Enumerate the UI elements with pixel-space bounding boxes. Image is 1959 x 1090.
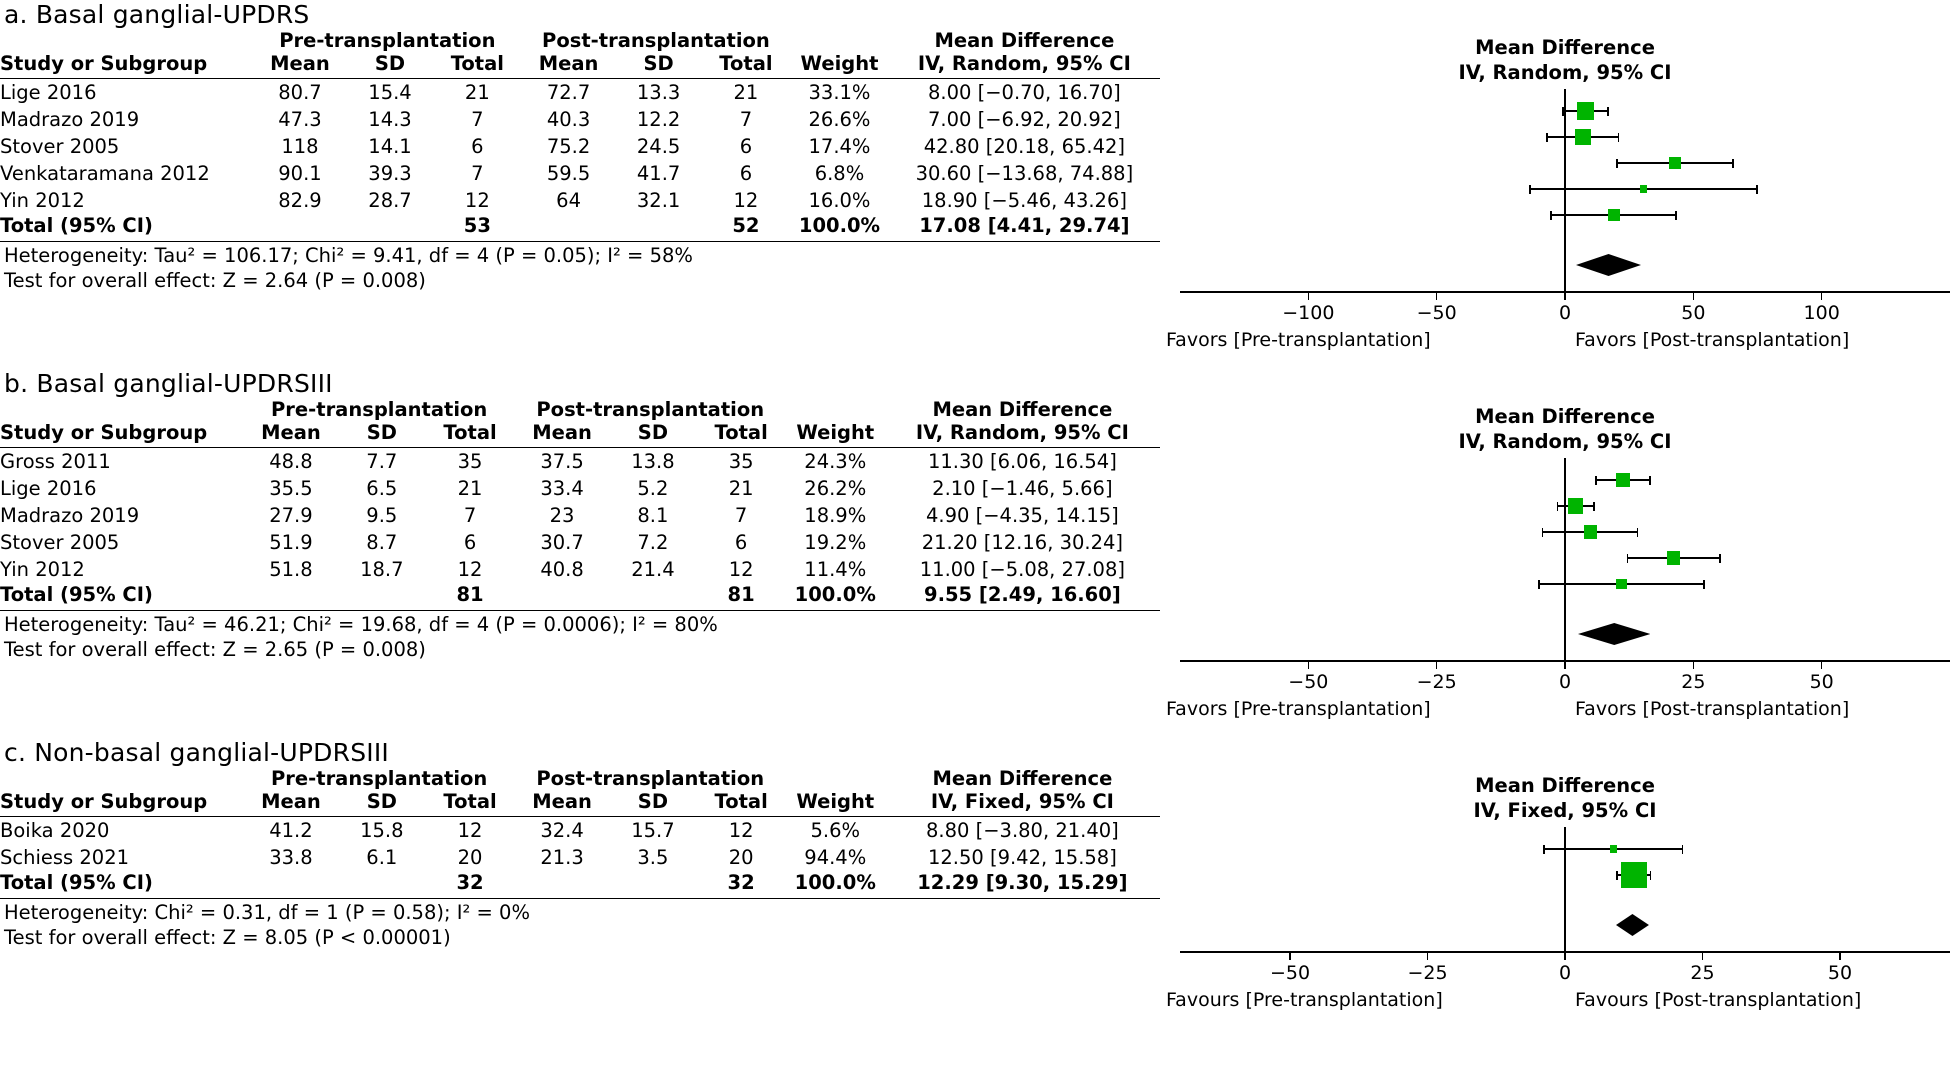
row-total-post: 21 [733,81,759,104]
row-study-name: Yin 2012 [0,189,85,212]
ci-cap [1593,502,1595,511]
ci-cap [1732,159,1734,168]
x-axis-tick [1289,952,1291,960]
effect-marker [1640,185,1648,193]
forest-plot-a [1160,29,1959,369]
row-total-post: 12 [728,558,754,581]
plot-title: Mean Difference [1475,36,1655,59]
total-label: Total (95% CI) [0,583,153,606]
total-post: 81 [727,583,755,606]
row-mean-pre: 118 [281,135,319,158]
col-header-ci: IV, Fixed, 95% CI [930,790,1114,813]
x-axis-tick-label: −50 [1288,671,1329,693]
total-post: 52 [732,214,760,237]
table-total-row [0,214,1160,237]
row-weight: 11.4% [804,558,867,581]
forest-panel-c [0,738,1959,1067]
row-ci: 21.20 [12.16, 30.24] [921,531,1124,554]
x-axis-tick [1436,661,1438,669]
row-sd-post: 8.1 [637,504,669,527]
row-mean-pre: 41.2 [269,819,313,842]
ci-cap [1538,580,1540,589]
group-header-md: Mean Difference [932,398,1113,421]
row-ci: 7.00 [−6.92, 20.92] [927,108,1121,131]
col-header-ci: IV, Random, 95% CI [915,421,1129,444]
row-sd-pre: 14.1 [368,135,412,158]
total-label: Total (95% CI) [0,214,153,237]
plot-subtitle: IV, Fixed, 95% CI [1473,799,1657,822]
row-sd-post: 3.5 [637,846,669,869]
row-weight: 26.6% [808,108,871,131]
ci-cap [1595,476,1597,485]
x-axis-tick [1564,952,1566,960]
row-mean-pre: 51.8 [269,558,313,581]
effect-marker [1610,845,1617,852]
row-sd-pre: 28.7 [368,189,412,212]
row-ci: 12.50 [9.42, 15.58] [927,846,1117,869]
row-sd-post: 32.1 [636,189,681,212]
study-table-a [0,29,1160,369]
group-header-post: Post-transplantation [542,29,770,52]
row-sd-pre: 14.3 [368,108,412,131]
x-axis-tick [1693,661,1695,669]
table-row [0,106,1160,133]
row-total-pre: 6 [471,135,484,158]
row-mean-pre: 35.5 [269,477,313,500]
row-study-name: Gross 2011 [0,450,111,473]
table-group-header-row [0,767,1160,790]
summary-diamond [1616,914,1649,936]
group-header-pre: Pre-transplantation [271,767,488,790]
row-mean-post: 21.3 [540,846,584,869]
row-weight: 6.8% [814,162,865,185]
axis-caption-left: Favors [Pre-transplantation] [1166,329,1431,351]
col-header-weight: Weight [796,790,875,813]
table-row [0,448,1160,476]
table-row [0,529,1160,556]
row-sd-pre: 15.8 [360,819,404,842]
table-row [0,133,1160,160]
row-mean-post: 23 [549,504,575,527]
col-header-sd-pre: SD [366,421,397,444]
effect-marker [1608,209,1620,221]
row-total-post: 12 [728,819,754,842]
x-axis-tick [1821,292,1823,300]
x-axis-tick [1564,292,1566,300]
row-sd-pre: 18.7 [360,558,404,581]
table-total-row [0,583,1160,606]
row-weight: 5.6% [810,819,861,842]
total-pre: 81 [456,583,484,606]
col-header-total-post: Total [714,790,768,813]
table-row [0,817,1160,845]
row-sd-pre: 6.1 [366,846,398,869]
row-total-post: 12 [733,189,759,212]
col-header-study: Study or Subgroup [0,52,208,75]
study-table-c [0,767,1160,1067]
row-weight: 94.4% [804,846,867,869]
ci-cap [1637,528,1639,537]
ci-cap [1542,528,1544,537]
forest-plot-b [1160,398,1959,738]
group-header-pre: Pre-transplantation [279,29,496,52]
effect-marker [1669,157,1682,170]
panel-title-c: c. Non-basal ganglial-UPDRSIII [4,738,389,767]
x-axis-tick-label: 25 [1681,671,1706,693]
row-ci: 4.90 [−4.35, 14.15] [925,504,1119,527]
row-total-pre: 6 [463,531,477,554]
x-axis-tick [1564,661,1566,669]
no-effect-line [1564,458,1566,660]
total-rule [0,894,1160,899]
total-label: Total (95% CI) [0,871,153,894]
ci-cap [1649,476,1651,485]
col-header-study: Study or Subgroup [0,790,208,813]
row-total-post: 6 [739,135,753,158]
total-rule [0,237,1160,242]
row-mean-pre: 48.8 [269,450,313,473]
row-ci: 8.00 [−0.70, 16.70] [927,81,1121,104]
total-rule [0,606,1160,611]
row-sd-pre: 9.5 [366,504,398,527]
ci-cap [1682,845,1684,854]
row-mean-pre: 27.9 [269,504,313,527]
row-total-post: 6 [739,162,753,185]
row-weight: 33.1% [808,81,871,104]
x-axis-tick-label: 50 [1809,671,1834,693]
plot-header [1180,404,1950,454]
row-total-post: 6 [734,531,748,554]
x-axis-tick [1702,952,1704,960]
row-mean-pre: 47.3 [278,108,322,131]
summary-diamond [1578,623,1650,645]
row-study-name: Madrazo 2019 [0,108,140,131]
col-header-sd-pre: SD [366,790,397,813]
x-axis-tick-label: 0 [1558,962,1572,984]
table-group-header-row [0,398,1160,421]
col-header-sd-post: SD [637,790,669,813]
ci-cap [1546,133,1548,142]
x-axis-tick-label: −25 [1407,962,1448,984]
row-ci: 11.30 [6.06, 16.54] [927,450,1117,473]
axis-caption-right: Favours [Post-transplantation] [1575,989,1862,1011]
forest-panel-a [0,0,1959,369]
row-sd-pre: 7.7 [366,450,398,473]
row-sd-post: 41.7 [636,162,681,185]
plot-title: Mean Difference [1475,405,1655,428]
study-table-b [0,398,1160,738]
plot-header [1180,35,1950,85]
x-axis-tick-label: 25 [1690,962,1715,984]
table-row [0,160,1160,187]
row-total-pre: 7 [463,504,477,527]
ci-cap [1756,185,1758,194]
row-weight: 24.3% [804,450,867,473]
plot-subtitle: IV, Random, 95% CI [1458,430,1672,453]
col-header-sd-pre: SD [374,52,406,75]
total-pre: 53 [463,214,491,237]
row-sd-post: 5.2 [637,477,669,500]
ci-cap [1719,554,1721,563]
col-header-mean-post: Mean [538,52,599,75]
total-ci: 9.55 [2.49, 16.60] [924,583,1121,606]
axis-caption-left: Favours [Pre-transplantation] [1166,989,1443,1011]
table-total-row [0,871,1160,894]
row-total-post: 20 [728,846,754,869]
row-mean-pre: 80.7 [278,81,322,104]
effect-marker [1577,102,1594,119]
row-weight: 19.2% [804,531,867,554]
row-ci: 30.60 [−13.68, 74.88] [915,162,1134,185]
x-axis-tick-label: −50 [1269,962,1311,984]
row-sd-post: 12.2 [636,108,681,131]
row-mean-post: 59.5 [546,162,591,185]
overall-effect-text: Test for overall effect: Z = 8.05 (P < 0.00001) [4,926,451,949]
row-mean-post: 64 [556,189,581,212]
row-mean-post: 30.7 [540,531,584,554]
row-study-name: Lige 2016 [0,477,97,500]
group-header-md: Mean Difference [934,29,1115,52]
ci-cap [1627,554,1629,563]
table-row [0,556,1160,583]
row-mean-post: 72.7 [546,81,591,104]
group-header-post: Post-transplantation [536,767,765,790]
effect-marker [1667,551,1680,564]
effect-marker [1575,129,1590,144]
col-header-total-pre: Total [443,790,497,813]
row-ci: 8.80 [−3.80, 21.40] [925,819,1119,842]
ci-cap [1529,185,1531,194]
row-mean-post: 32.4 [540,819,584,842]
row-sd-post: 13.8 [631,450,675,473]
row-study-name: Stover 2005 [0,135,120,158]
total-ci: 17.08 [4.41, 29.74] [919,214,1130,237]
table-row [0,844,1160,871]
row-weight: 18.9% [804,504,867,527]
col-header-mean-post: Mean [532,790,592,813]
table-row [0,187,1160,214]
row-weight: 17.4% [808,135,871,158]
row-mean-post: 37.5 [540,450,584,473]
effect-marker [1568,498,1583,513]
row-mean-pre: 90.1 [278,162,322,185]
col-header-study: Study or Subgroup [0,421,208,444]
panel-title-b: b. Basal ganglial-UPDRSIII [4,369,333,398]
x-axis-tick-label: 0 [1558,671,1572,693]
row-ci: 2.10 [−1.46, 5.66] [932,477,1113,500]
group-header-pre: Pre-transplantation [271,398,488,421]
x-axis-tick-label: 50 [1681,302,1706,324]
col-header-mean-pre: Mean [270,52,330,75]
plot-title: Mean Difference [1475,774,1655,797]
row-mean-post: 75.2 [546,135,591,158]
row-mean-pre: 33.8 [269,846,313,869]
total-pre: 32 [456,871,484,894]
no-effect-line [1564,827,1566,951]
total-post: 32 [727,871,755,894]
axis-caption-left: Favors [Pre-transplantation] [1166,698,1431,720]
row-mean-pre: 51.9 [269,531,313,554]
ci-cap [1550,211,1552,220]
row-study-name: Boika 2020 [0,819,110,842]
group-header-md: Mean Difference [932,767,1113,790]
row-mean-post: 40.3 [546,108,591,131]
row-study-name: Lige 2016 [0,81,97,104]
col-header-weight: Weight [796,421,875,444]
effect-marker [1584,525,1597,538]
x-axis-tick-label: −100 [1282,302,1335,324]
ci-cap [1607,107,1609,116]
panel-title-a: a. Basal ganglial-UPDRS [4,0,310,29]
total-weight: 100.0% [794,871,876,894]
col-header-sd-post: SD [637,421,669,444]
row-weight: 16.0% [808,189,871,212]
total-weight: 100.0% [794,583,876,606]
col-header-mean-post: Mean [532,421,592,444]
ci-cap [1543,845,1545,854]
x-axis-tick [1308,661,1310,669]
row-total-pre: 21 [464,81,490,104]
row-study-name: Madrazo 2019 [0,504,140,527]
row-mean-post: 40.8 [540,558,584,581]
col-header-mean-pre: Mean [261,421,321,444]
col-header-ci: IV, Random, 95% CI [917,52,1131,75]
col-header-sd-post: SD [643,52,674,75]
total-ci: 12.29 [9.30, 15.29] [917,871,1128,894]
row-sd-pre: 6.5 [366,477,398,500]
x-axis-tick [1308,292,1310,300]
row-sd-post: 15.7 [631,819,675,842]
group-header-post: Post-transplantation [536,398,765,421]
col-header-total-post: Total [714,421,768,444]
row-total-pre: 12 [457,558,483,581]
row-mean-post: 33.4 [540,477,584,500]
x-axis-tick [1821,661,1823,669]
row-total-pre: 35 [457,450,483,473]
row-mean-pre: 82.9 [278,189,322,212]
ci-cap [1618,133,1620,142]
ci-cap [1675,211,1677,220]
x-axis-tick-label: 50 [1827,962,1853,984]
row-study-name: Schiess 2021 [0,846,130,869]
effect-marker [1616,473,1631,488]
x-axis-tick-label: −50 [1416,302,1457,324]
col-header-total-pre: Total [450,52,504,75]
forest-panel-b [0,369,1959,738]
row-ci: 11.00 [−5.08, 27.08] [919,558,1125,581]
row-total-post: 21 [728,477,754,500]
row-total-pre: 21 [457,477,483,500]
row-total-pre: 20 [457,846,483,869]
row-weight: 26.2% [804,477,867,500]
x-axis-tick [1427,952,1429,960]
ci-cap [1650,871,1652,880]
x-axis-tick [1693,292,1695,300]
col-header-weight: Weight [800,52,879,75]
summary-diamond [1576,254,1641,276]
heterogeneity-text: Heterogeneity: Chi² = 0.31, df = 1 (P = 0.58); I² = 0% [4,901,530,924]
table-row [0,475,1160,502]
x-axis-tick-label: 0 [1558,302,1572,324]
row-sd-pre: 15.4 [368,81,412,104]
ci-cap [1616,871,1618,880]
table-group-header-row [0,29,1160,52]
row-ci: 18.90 [−5.46, 43.26] [921,189,1127,212]
ci-cap [1557,502,1559,511]
ci-cap [1616,159,1618,168]
table-column-header-row [0,52,1160,75]
plot-header [1180,773,1950,823]
row-total-pre: 12 [457,819,483,842]
heterogeneity-text: Heterogeneity: Tau² = 46.21; Chi² = 19.68, df = 4 (P = 0.0006); I² = 80% [4,613,718,636]
table-column-header-row [0,421,1160,444]
no-effect-line [1564,89,1566,291]
overall-effect-text: Test for overall effect: Z = 2.64 (P = 0.008) [4,269,426,292]
x-axis-tick-label: 100 [1803,302,1840,324]
effect-marker [1621,862,1647,888]
total-weight: 100.0% [798,214,881,237]
row-study-name: Stover 2005 [0,531,120,554]
row-total-pre: 7 [471,162,484,185]
row-sd-pre: 39.3 [368,162,412,185]
row-total-pre: 12 [464,189,490,212]
row-study-name: Venkataramana 2012 [0,162,210,185]
row-sd-post: 7.2 [637,531,669,554]
x-axis-tick [1839,952,1841,960]
axis-caption-right: Favors [Post-transplantation] [1575,698,1850,720]
table-column-header-row [0,790,1160,813]
axis-caption-right: Favors [Post-transplantation] [1575,329,1850,351]
row-ci: 42.80 [20.18, 65.42] [923,135,1126,158]
row-total-pre: 7 [471,108,484,131]
ci-cap [1562,107,1564,116]
overall-effect-text: Test for overall effect: Z = 2.65 (P = 0.008) [4,638,426,661]
table-row [0,502,1160,529]
x-axis-tick-label: −25 [1416,671,1457,693]
effect-marker [1616,579,1626,589]
ci-cap [1703,580,1705,589]
row-total-post: 35 [728,450,754,473]
col-header-mean-pre: Mean [261,790,321,813]
row-sd-post: 24.5 [636,135,681,158]
heterogeneity-text: Heterogeneity: Tau² = 106.17; Chi² = 9.41, df = 4 (P = 0.05); I² = 58% [4,244,693,267]
row-total-post: 7 [734,504,748,527]
plot-subtitle: IV, Random, 95% CI [1458,61,1672,84]
row-sd-post: 21.4 [631,558,675,581]
forest-plot-c [1160,767,1959,1067]
row-total-post: 7 [739,108,753,131]
table-row [0,79,1160,107]
x-axis-tick [1436,292,1438,300]
row-sd-pre: 8.7 [366,531,398,554]
col-header-total-pre: Total [443,421,497,444]
row-study-name: Yin 2012 [0,558,85,581]
row-sd-post: 13.3 [636,81,681,104]
col-header-total-post: Total [719,52,773,75]
